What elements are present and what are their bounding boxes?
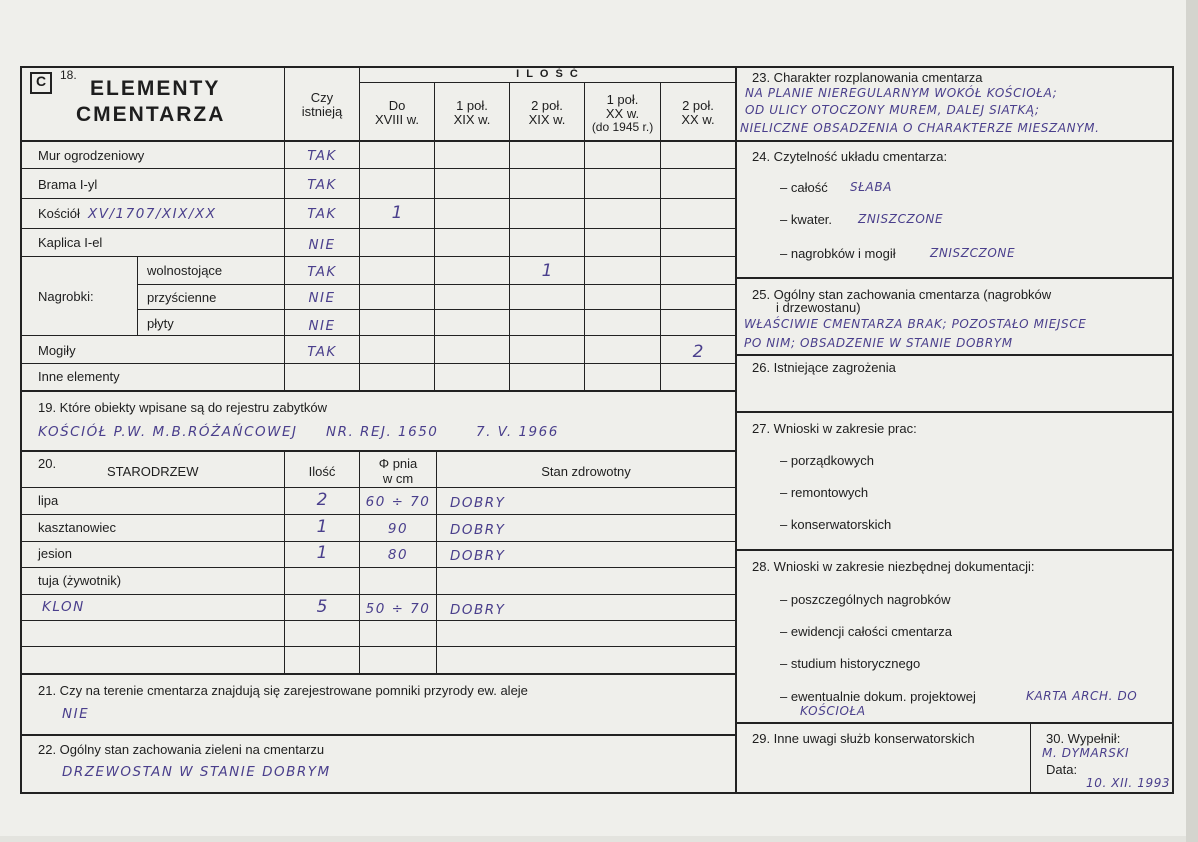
period-4c: (do 1945 r.)	[591, 120, 654, 134]
col-count-header: Ilość	[308, 464, 336, 479]
section-25-question-1: 25. Ogólny stan zachowania cmentarza (nagrobków	[752, 287, 1052, 302]
mogily-2pol-xx: 2	[692, 342, 704, 362]
period-1b: XVIII w.	[374, 112, 420, 127]
section-30-date: 10. XII. 1993	[1086, 776, 1171, 790]
period-3a: 2 poł.	[531, 98, 563, 113]
tree-diam: 90	[387, 521, 409, 537]
section-24-item-label: – całość	[780, 180, 828, 195]
exists-mur: TAK	[307, 148, 337, 164]
section-29-question: 29. Inne uwagi służb konserwatorskich	[752, 731, 975, 746]
col-state-header: Stan zdrowotny	[541, 464, 631, 479]
section-28-item: – ewidencji całości cmentarza	[780, 624, 952, 639]
section-22-answer: DRZEWOSTAN W STANIE DOBRYM	[62, 764, 331, 780]
main-divider	[735, 66, 737, 794]
exists-brama: TAK	[307, 177, 337, 193]
kosciol-do-xviii: 1	[391, 203, 403, 223]
col-line-3	[434, 83, 435, 391]
tree-state: DOBRY	[450, 602, 506, 618]
section-21-answer: NIE	[62, 706, 90, 722]
row-label-wolno: wolnostojące	[147, 263, 223, 278]
section-23-line-2: OD ULICY OTOCZONY MUREM, DALEJ SIATKĄ;	[745, 103, 1040, 117]
section-28-question: 28. Wnioski w zakresie niezbędnej dokumentacji:	[752, 559, 1035, 574]
sec25-bottom	[736, 354, 1174, 356]
tree-name: KLON	[42, 599, 85, 615]
section-23-question: 23. Charakter rozplanowania cmentarza	[752, 70, 983, 85]
section-24-item-answer: SŁABA	[850, 180, 893, 194]
tree-count: 2	[316, 490, 328, 510]
sec19-bottom	[20, 450, 736, 452]
row-label-brama: Brama I-yl	[38, 177, 98, 192]
row-line	[20, 256, 736, 257]
period-4a: 1 poł.	[606, 92, 639, 107]
section-22-question: 22. Ogólny stan zachowania zieleni na cmentarzu	[38, 742, 325, 757]
section-19-question: 19. Które obiekty wpisane są do rejestru zabytków	[38, 400, 328, 415]
row-label-plyty: płyty	[147, 316, 174, 331]
section-24-question: 24. Czytelność układu cmentarza:	[752, 149, 948, 164]
exists-mogily: TAK	[307, 344, 337, 360]
row-line	[20, 335, 736, 336]
row-label-przysc: przyścienne	[147, 290, 217, 305]
section-27-item: – remontowych	[780, 485, 869, 500]
section-28-item: – studium historycznego	[780, 656, 921, 671]
section-28-answer-1: KARTA ARCH. DO	[1026, 689, 1138, 703]
sec20-bottom	[20, 673, 736, 675]
period-2b: XIX w.	[453, 112, 491, 127]
section-27-item: – konserwatorskich	[780, 517, 892, 532]
sec27-bottom	[736, 549, 1174, 551]
section-24-item-answer: ZNISZCZONE	[858, 212, 944, 226]
tree-state: DOBRY	[450, 495, 506, 511]
section-18-title-1: ELEMENTY	[90, 77, 221, 100]
tree-name: kasztanowiec	[38, 520, 117, 535]
section-28-item: – poszczególnych nagrobków	[780, 592, 951, 607]
section-18-number: 18.	[60, 68, 77, 82]
section-28-answer-2: KOŚCIOŁA	[800, 704, 866, 718]
col-diam-header-2: w cm	[382, 471, 414, 486]
section-27-question: 27. Wnioski w zakresie prac:	[752, 421, 917, 436]
exists-kosciol: TAK	[307, 206, 337, 222]
section-21-question: 21. Czy na terenie cmentarza znajdują się zarejestrowane pomniki przyrody ew. aleje	[38, 683, 528, 698]
row-label-mur: Mur ogrodzeniowy	[38, 148, 145, 163]
kosciol-dates: XV/1707/XIX/XX	[88, 206, 217, 222]
tree-count: 1	[316, 517, 328, 537]
row-line	[20, 198, 736, 199]
card-edge	[1186, 0, 1198, 842]
section-30-date-label: Data:	[1046, 762, 1078, 777]
exists-przysc: NIE	[308, 290, 336, 306]
col-line-4	[509, 83, 510, 391]
section-30-name: M. DYMARSKI	[1042, 746, 1130, 760]
exists-kaplica: NIE	[308, 237, 336, 253]
section-27-item: – porządkowych	[780, 453, 874, 468]
period-4b: XX w.	[605, 106, 640, 121]
tree-name: lipa	[38, 493, 59, 508]
row-label-kosciol: Kościół	[38, 206, 80, 221]
sec20-row	[20, 594, 736, 595]
sec24-bottom	[736, 277, 1174, 279]
row-line	[20, 168, 736, 169]
period-2a: 1 poł.	[456, 98, 488, 113]
sec20-col	[436, 451, 437, 674]
sec21-bottom	[20, 734, 736, 736]
ilosc-header: I L O Ś Ć	[516, 68, 580, 80]
section-23-line-3: NIELICZNE OBSADZENIA O CHARAKTERZE MIESZANYM.	[740, 121, 1100, 135]
section-24-item-label: – kwater.	[780, 212, 833, 227]
sec18-bottom	[20, 390, 736, 392]
tree-diam: 80	[387, 547, 409, 563]
period-5b: XX w.	[681, 112, 715, 127]
sec20-row	[20, 514, 736, 515]
section-19-answer: KOŚCIÓŁ P.W. M.B.RÓŻAŃCOWEJ	[38, 424, 298, 440]
row-label-kaplica: Kaplica I-el	[38, 235, 103, 250]
wolno-2pol-xix: 1	[541, 261, 553, 281]
row-label-nagrobki: Nagrobki:	[38, 289, 94, 304]
header-bottom	[20, 140, 736, 142]
row-line	[20, 363, 736, 364]
section-25-line-1: WŁAŚCIWIE CMENTARZA BRAK; POZOSTAŁO MIEJSCE	[744, 317, 1087, 331]
exists-wolno: TAK	[307, 264, 337, 280]
sec20-row	[20, 620, 736, 621]
row-line	[137, 284, 736, 285]
exists-plyty: NIE	[308, 318, 336, 334]
row-line	[137, 309, 736, 310]
row-label-inne: Inne elementy	[38, 369, 120, 384]
sec28-bottom	[736, 722, 1174, 724]
section-25-question-2: i drzewostanu)	[776, 300, 861, 315]
period-1a: Do	[388, 98, 406, 113]
tree-name: tuja (żywotnik)	[38, 573, 122, 588]
section-23-line-1: NA PLANIE NIEREGULARNYM WOKÓŁ KOŚCIOŁA;	[745, 86, 1058, 100]
tree-state: DOBRY	[450, 522, 506, 538]
section-18-title-2: CMENTARZA	[76, 103, 226, 126]
sec20-row	[20, 646, 736, 647]
section-24-item-label: – nagrobków i mogił	[780, 246, 896, 261]
col-exists-2: istnieją	[301, 104, 343, 119]
nagrobki-divider	[137, 256, 138, 335]
section-25-line-2: PO NIM; OBSADZENIE W STANIE DOBRYM	[744, 336, 1013, 350]
tree-name: jesion	[38, 546, 72, 561]
sec30-divider	[1030, 723, 1031, 793]
section-19-reg: NR. REJ. 1650	[326, 424, 439, 440]
col-diam-header-1: Φ pnia	[378, 456, 418, 471]
sec26-bottom	[736, 411, 1174, 413]
period-5a: 2 poł.	[682, 98, 714, 113]
row-line	[20, 228, 736, 229]
section-28-item: – ewentualnie dokum. projektowej	[780, 689, 976, 704]
tree-state: DOBRY	[450, 548, 506, 564]
section-20-number: 20.	[38, 456, 57, 471]
tree-diam: 60 ÷ 70	[365, 494, 431, 510]
row-label-mogily: Mogiły	[38, 343, 76, 358]
section-26-question: 26. Istniejące zagrożenia	[752, 360, 896, 375]
sec20-row	[20, 541, 736, 542]
sec20-header-bottom	[20, 487, 736, 488]
section-30-label: 30. Wypełnił:	[1046, 731, 1121, 746]
col-exists-1: Czy	[310, 90, 334, 105]
sec20-row	[20, 567, 736, 568]
sec23-bottom	[736, 140, 1174, 142]
tree-count: 1	[316, 543, 328, 563]
tree-count: 5	[316, 597, 328, 617]
section-19-date: 7. V. 1966	[476, 424, 559, 440]
section-24-item-answer: ZNISZCZONE	[930, 246, 1016, 260]
section-20-title: STARODRZEW	[107, 464, 199, 479]
ilosc-line	[359, 82, 736, 83]
card-code: C	[35, 73, 47, 89]
tree-diam: 50 ÷ 70	[365, 601, 431, 617]
period-3b: XIX w.	[528, 112, 566, 127]
